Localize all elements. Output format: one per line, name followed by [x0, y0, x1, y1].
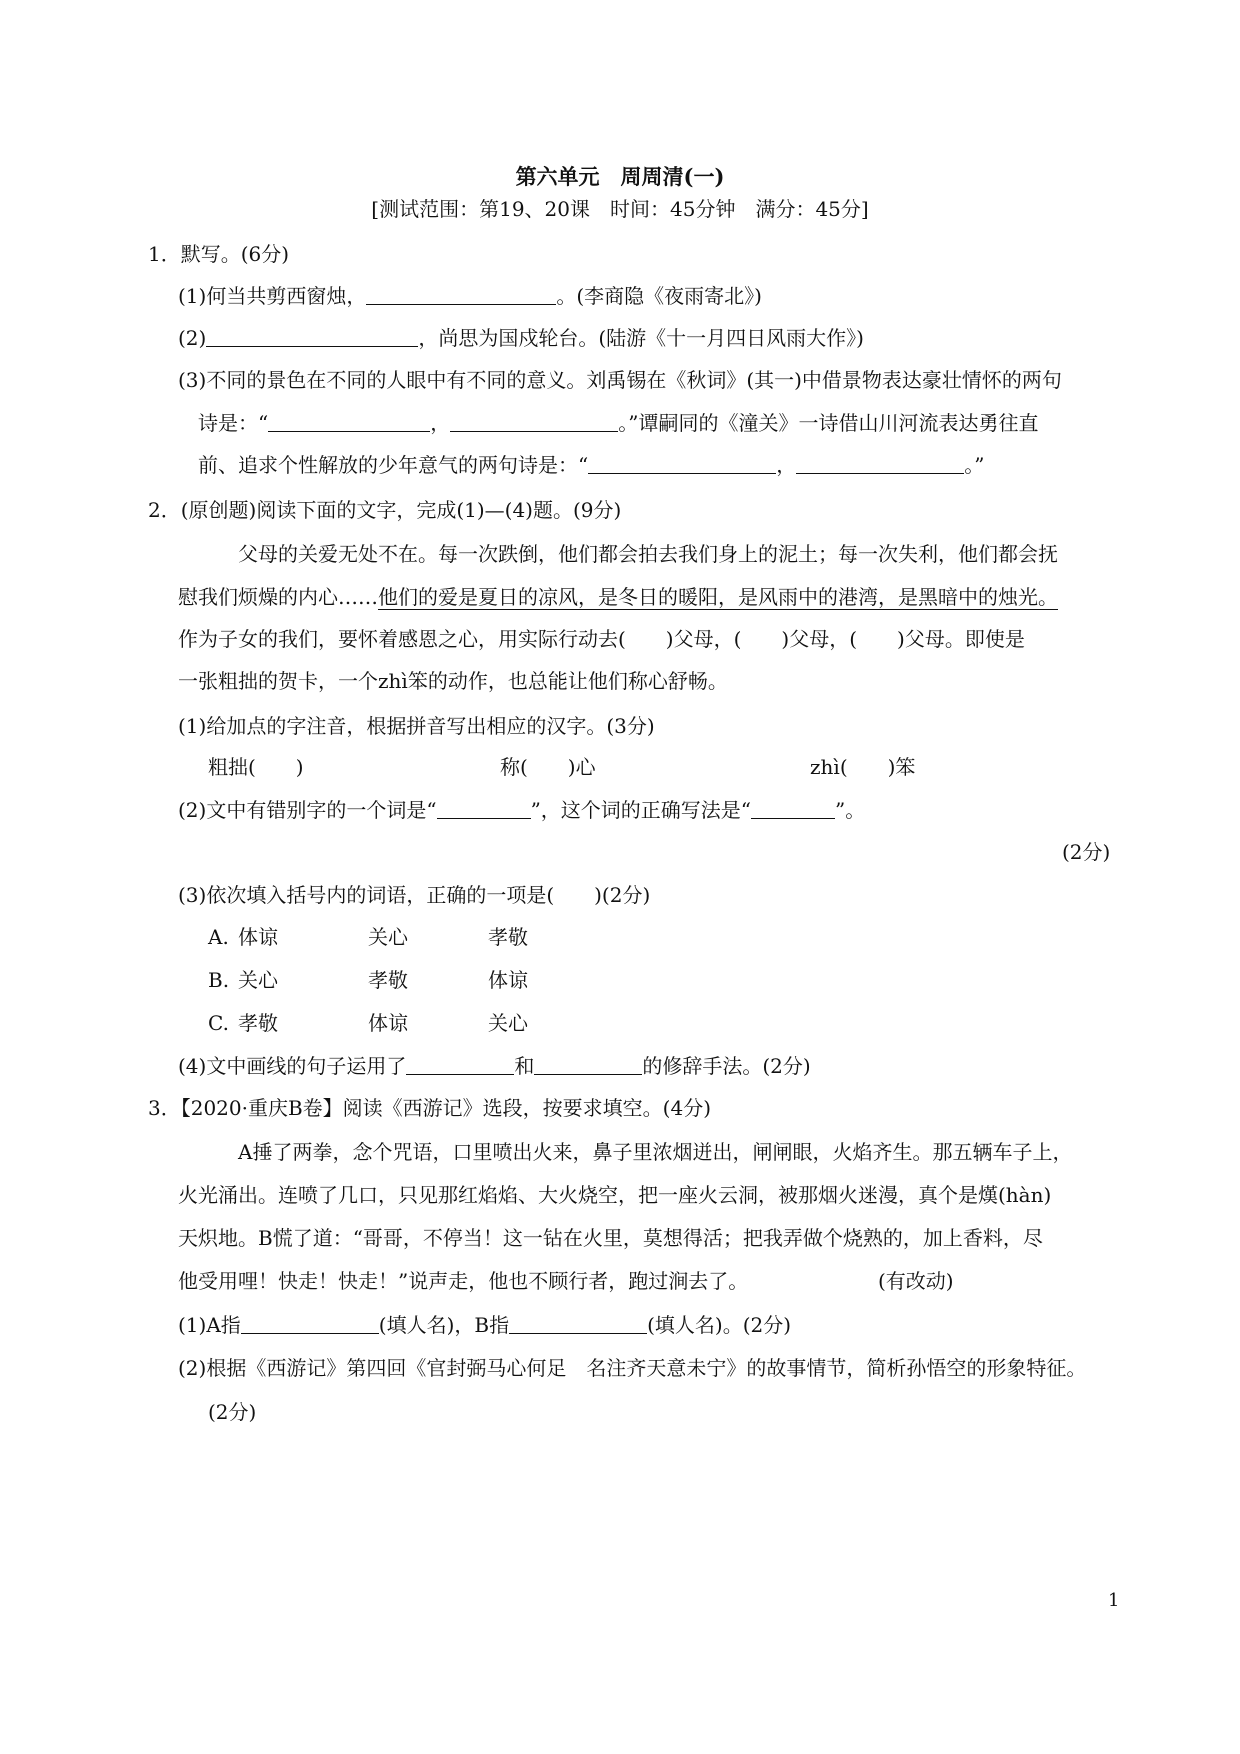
q2-sub4 — [178, 1052, 811, 1080]
answer-blank[interactable] — [366, 284, 556, 305]
answer-blank[interactable] — [588, 453, 776, 474]
closing-quote: 。” — [964, 453, 985, 477]
q2-passage-text: 慰我们烦燥的内心…… — [178, 585, 378, 609]
q3-passage-line3: 天炽地。B慌了道：“哥哥，不停当！这一钻在火里，莫想得活；把我弄做个烧熟的，加上香料，尽 — [178, 1226, 1043, 1250]
underlined-sentence: 他们的爱是夏日的凉风，是冬日的暖阳，是风雨中的港湾，是黑暗中的烛光。 — [378, 585, 1058, 609]
answer-blank[interactable] — [268, 411, 430, 432]
q1-part3-line2 — [198, 409, 1038, 437]
option-b[interactable] — [208, 966, 528, 994]
q2-sub2-end: ”。 — [835, 798, 866, 822]
page-number: 1 — [1108, 1590, 1120, 1611]
q2-passage-line3: 作为子女的我们，要怀着感恩之心，用实际行动去( )父母，( )父母，( )父母。即使是 — [178, 627, 1025, 651]
answer-blank[interactable] — [450, 411, 618, 432]
option-a[interactable] — [208, 923, 528, 951]
q2-sub3: (3)依次填入括号内的词语，正确的一项是( )(2分) — [178, 883, 651, 907]
q1-part2-text: ，尚思为国戍轮台。(陆游《十一月四日风雨大作》) — [418, 326, 864, 350]
option-word: 孝敬 — [238, 1011, 278, 1035]
q3-passage-line4: 他受用哩！快走！快走！”说声走，他也不顾行者，跑过涧去了。 — [178, 1269, 749, 1293]
q1-part1 — [178, 282, 762, 310]
answer-blank[interactable] — [796, 453, 964, 474]
option-word: 孝敬 — [368, 968, 408, 992]
answer-blank[interactable] — [534, 1054, 642, 1075]
comma: ， — [430, 411, 451, 435]
q2-sub1-item-c: zhì( )笨 — [810, 755, 916, 779]
option-word: 体谅 — [488, 968, 528, 992]
q2-sub4-end: 的修辞手法。(2分) — [642, 1054, 811, 1078]
q3-sub2: (2)根据《西游记》第四回《官封弼马心何足 名注齐天意未宁》的故事情节，简析孙悟空的形象特征。 — [178, 1356, 1087, 1380]
answer-blank[interactable] — [206, 326, 418, 347]
q2-sub2-text-cont: ”，这个词的正确写法是“ — [530, 798, 752, 822]
option-word: 关心 — [488, 1011, 528, 1035]
q1-part3-text: 诗是：“ — [198, 411, 269, 435]
option-word: 关心 — [368, 925, 408, 949]
q2-sub1-item-a: 粗拙( ) — [208, 755, 304, 779]
q3-sub1-end: (填人名)。(2分) — [647, 1313, 792, 1337]
q2-sub1-item-b: 称( )心 — [500, 755, 596, 779]
q3-passage-line1: A捶了两拳，念个咒语，口里喷出火来，鼻子里浓烟迸出，闸闸眼，火焰齐生。那五辆车子上， — [238, 1140, 1073, 1164]
q3-passage-line2: 火光涌出。连喷了几口，只见那红焰焰、大火烧空，把一座火云洞，被那烟火迷漫，真个是熯(hàn) — [178, 1183, 1052, 1207]
q2-passage-line4: 一张粗拙的贺卡，一个zhì笨的动作，也总能让他们称心舒畅。 — [178, 669, 728, 693]
q3-stem: 3．【2020·重庆B卷】阅读《西游记》选段，按要求填空。(4分) — [148, 1096, 712, 1120]
q2-stem: 2．(原创题)阅读下面的文字，完成(1)—(4)题。(9分) — [148, 498, 622, 522]
q1-part1-text: (1)何当共剪西窗烛， — [178, 284, 367, 308]
q3-sub1-text-cont: (填人名)，B指 — [378, 1313, 510, 1337]
q3-sub2-score: (2分) — [208, 1400, 257, 1424]
q2-sub2 — [178, 796, 865, 824]
q2-passage-line2 — [178, 583, 1058, 611]
answer-blank[interactable] — [509, 1313, 647, 1334]
q3-sub1 — [178, 1311, 791, 1339]
comma: ， — [776, 453, 797, 477]
option-label: A. — [208, 925, 229, 949]
q1-part3-intro: (3)不同的景色在不同的人眼中有不同的意义。刘禹锡在《秋词》(其一)中借景物表达豪壮情怀的两句 — [178, 368, 1062, 392]
q1-stem: 1．默写。(6分) — [148, 242, 290, 266]
q2-sub4-text: (4)文中画线的句子运用了 — [178, 1054, 407, 1078]
answer-blank[interactable] — [406, 1054, 514, 1075]
q2-sub2-score: (2分) — [1062, 840, 1111, 864]
q2-passage-line1: 父母的关爱无处不在。每一次跌倒，他们都会拍去我们身上的泥土；每一次失利，他们都会抚 — [238, 542, 1058, 566]
answer-blank[interactable] — [241, 1313, 379, 1334]
answer-blank[interactable] — [751, 798, 835, 819]
q1-part3-text: 前、追求个性解放的少年意气的两句诗是：“ — [198, 453, 589, 477]
q2-sub2-text: (2)文中有错别字的一个词是“ — [178, 798, 437, 822]
answer-blank[interactable] — [437, 798, 531, 819]
q1-part3-text-cont: 。”谭嗣同的《潼关》一诗借山川河流表达勇往直 — [618, 411, 1039, 435]
q2-sub4-and: 和 — [514, 1054, 535, 1078]
q3-passage-note: (有改动) — [878, 1269, 954, 1293]
page-title: 第六单元 周周清(一) — [515, 164, 725, 189]
option-label: B. — [208, 968, 230, 992]
q1-part3-line3 — [198, 451, 984, 479]
q1-part2 — [178, 324, 864, 352]
q1-part1-source: 。(李商隐《夜雨寄北》) — [556, 284, 762, 308]
option-word: 体谅 — [238, 925, 278, 949]
option-word: 关心 — [238, 968, 278, 992]
test-scope-subtitle: [测试范围：第19、20课 时间：45分钟 满分：45分] — [371, 197, 869, 221]
option-word: 体谅 — [368, 1011, 408, 1035]
option-label: C. — [208, 1011, 229, 1035]
option-word: 孝敬 — [488, 925, 528, 949]
q3-sub1-text: (1)A指 — [178, 1313, 241, 1337]
q1-part2-number: (2) — [178, 326, 207, 350]
option-c[interactable] — [208, 1009, 528, 1037]
q2-sub1: (1)给加点的字注音，根据拼音写出相应的汉字。(3分) — [178, 714, 655, 738]
